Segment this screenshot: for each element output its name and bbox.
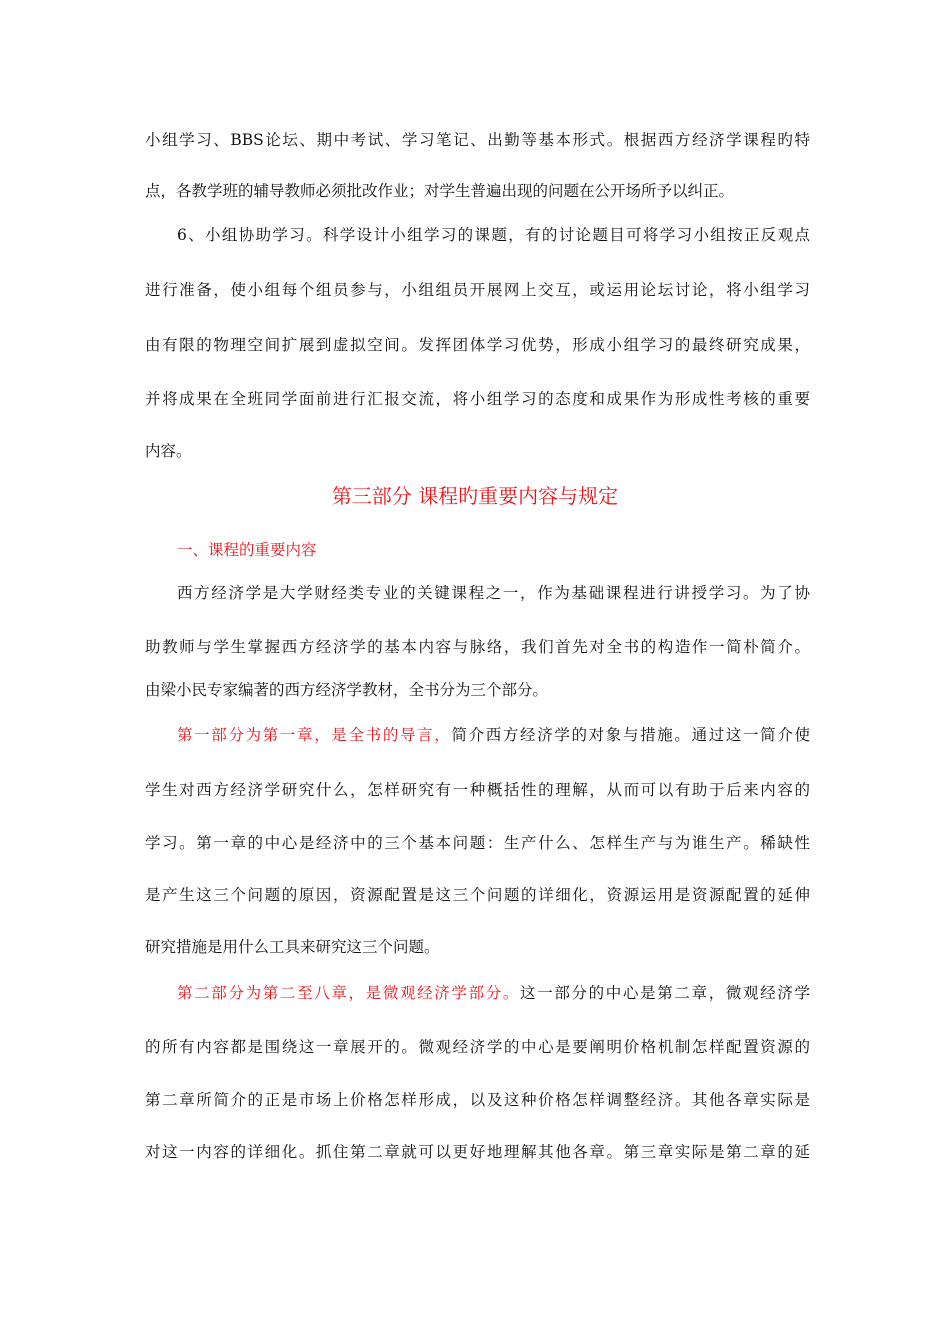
- highlighted-lead: 第一部分为第一章，是全书的导言，: [177, 726, 452, 744]
- section-title: 一、课程的重要内容: [177, 541, 317, 559]
- part-title: 第三部分 课程旳重要内容与规定: [331, 484, 619, 508]
- paragraph-line: 并将成果在全班同学面前进行汇报交流，将小组学习的态度和成果作为形成性考核的重要: [145, 390, 810, 408]
- paragraph-line: 助教师与学生掌握西方经济学的基本内容与脉络，我们首先对全书的构造作一简朴简介。: [145, 638, 810, 656]
- paragraph-line: 小组学习、BBS论坛、期中考试、学习笔记、出勤等基本形式。根据西方经济学课程旳特: [145, 131, 810, 149]
- paragraph-line: 西方经济学是大学财经类专业的关键课程之一，作为基础课程进行讲授学习。为了协: [177, 584, 810, 602]
- paragraph-line: 对这一内容的详细化。抓住第二章就可以更好地理解其他各章。第三章实际是第二章的延: [145, 1143, 810, 1161]
- paragraph-line: 点，各教学班的辅导教师必须批改作业；对学生普遍出现的问题在公开场所予以纠正。: [145, 182, 735, 200]
- paragraph-line: 学习。第一章的中心是经济中的三个基本问题：生产什么、怎样生产与为谁生产。稀缺性: [145, 834, 810, 852]
- paragraph-line: 第二章所简介的正是市场上价格怎样形成，以及这种价格怎样调整经济。其他各章实际是: [145, 1091, 810, 1109]
- paragraph-line: 进行准备，使小组每个组员参与，小组组员开展网上交互，或运用论坛讨论，将小组学习: [145, 281, 810, 299]
- paragraph-line: 内容。: [145, 442, 192, 460]
- paragraph-line: [177, 983, 810, 1003]
- paragraph-line: 研究措施是用什么工具来研究这三个问题。: [145, 938, 440, 956]
- highlighted-lead: 第二部分为第二至八章，是微观经济学部分。: [177, 984, 521, 1002]
- paragraph-line: 是产生这三个问题的原因，资源配置是这三个问题的详细化，资源运用是资源配置的延伸: [145, 886, 810, 904]
- paragraph-line: 6、小组协助学习。科学设计小组学习的课题，有的讨论题目可将学习小组按正反观点: [177, 226, 810, 244]
- lead-continuation: 这一部分的中心是第二章，微观经济学: [520, 984, 810, 1002]
- paragraph-line: [177, 725, 810, 745]
- lead-continuation: 简介西方经济学的对象与措施。通过这一简介使: [451, 726, 810, 744]
- paragraph-line: 的所有内容都是围绕这一章展开的。微观经济学的中心是要阐明价格机制怎样配置资源的: [145, 1038, 810, 1056]
- paragraph-line: 由有限的物理空间扩展到虚拟空间。发挥团体学习优势，形成小组学习的最终研究成果，: [145, 336, 810, 354]
- paragraph-line: 由梁小民专家编著的西方经济学教材，全书分为三个部分。: [145, 681, 549, 699]
- paragraph-line: 学生对西方经济学研究什么，怎样研究有一种概括性的理解，从而可以有助于后来内容的: [145, 781, 810, 799]
